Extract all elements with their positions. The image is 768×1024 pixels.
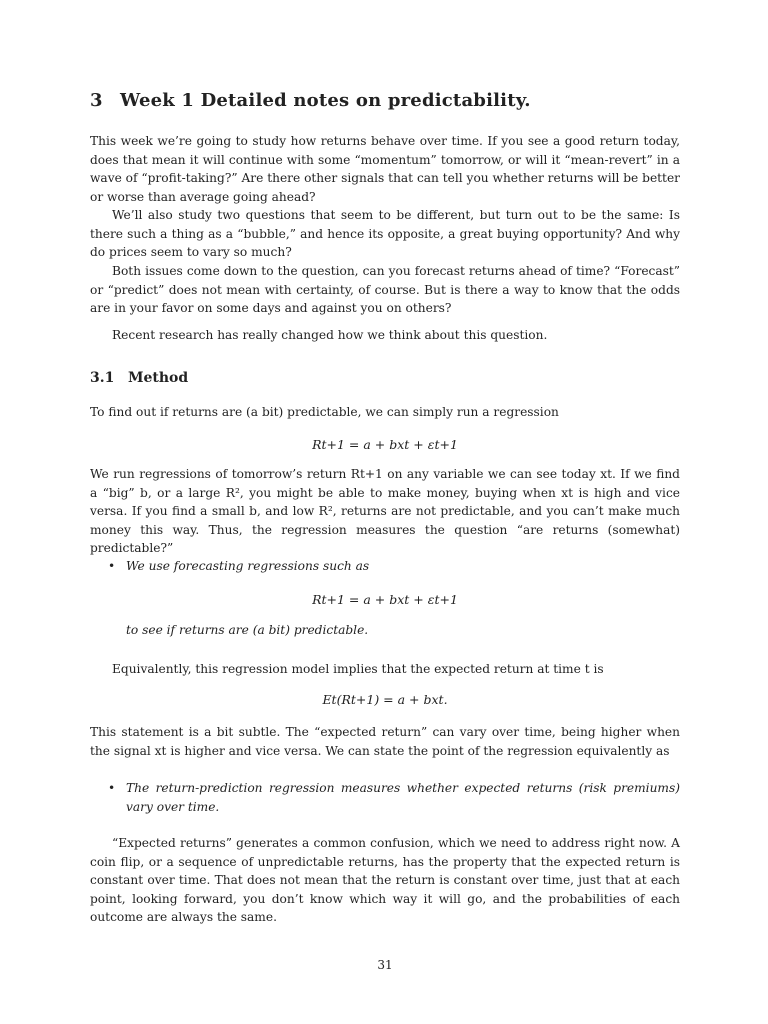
bullet-forecasting [108, 557, 680, 576]
bullet-dot: • [108, 781, 116, 795]
subsection-heading [90, 370, 188, 386]
subsection-title: Method [128, 370, 189, 386]
paragraph-method: To find out if returns are (a bit) predictable, we can simply run a regression [90, 405, 559, 419]
subsection-number: 3.1 [90, 370, 115, 386]
bullet-dot: • [108, 559, 116, 573]
equation-regression: Rt+1 = a + bxt + εt+1 [312, 437, 458, 452]
paragraph-intro: This week we’re going to study how returns behave over time. If you see a good return today, does that mean it will continue with some “momentum” tomorrow, or will it “mean-revert” in a wave of “profit-taking?” Are there other signals that can tell you whether returns will be better or worse than average going ahead? [90, 134, 680, 204]
paragraph-confusion: “Expected returns” generates a common confusion, which we need to address right now. A coin flip, or a sequence of unpredictable returns, has the property that the expected return is constant over time. That does not mean that the return is constant over time, just that at each point, looking forward, you don’t know which way it will go, and the probabilities of each outcome are always the same. [90, 836, 680, 924]
page-number: 31 [377, 958, 393, 972]
paragraph-research: Recent research has really changed how we think about this question. [112, 328, 548, 342]
paragraph-forecast: Both issues come down to the question, can you forecast returns ahead of time? “Forecast” or “predict” does not mean with certainty, of course. But is there a way to know that the odds are in your favor on some days and against you on others? [90, 264, 680, 315]
section-number: 3 [90, 90, 103, 111]
paragraph-subtle: This statement is a bit subtle. The “expected return” can vary over time, being higher when the signal xt is higher and vice versa. We can state the point of the regression equivalently as [90, 725, 680, 758]
equation-expected-return: Et(Rt+1) = a + bxt. [322, 692, 448, 707]
paragraph-regression-explained: We run regressions of tomorrow’s return Rt+1 on any variable we can see today xt. If we find a “big” b, or a large R², you might be able to make money, buying when xt is high and vice versa. If you find a small b, and low R², returns are not predictable, and you can’t make much money this way. Thus, the regression measures the question “are returns (somewhat) predictable?” [90, 467, 680, 555]
paragraph-expected: Equivalently, this regression model implies that the expected return at time t is [112, 662, 604, 676]
paragraph-bubble: We’ll also study two questions that seem to be different, but turn out to be the same: Is there such a thing as a “bubble,” and hence its opposite, a great buying opportunity? And why do prices seem to vary so much? [90, 208, 680, 259]
section-title: Week 1 Detailed notes on predictability. [120, 90, 531, 111]
bullet-text: We use forecasting regressions such as [126, 559, 370, 573]
bullet-text: The return-prediction regression measures whether expected returns (risk premiums) vary over time. [126, 781, 680, 814]
section-heading [90, 90, 531, 111]
bullet-return-prediction [108, 779, 680, 816]
bullet-continuation: to see if returns are (a bit) predictable. [126, 623, 369, 637]
equation-forecast: Rt+1 = a + bxt + εt+1 [312, 592, 458, 607]
